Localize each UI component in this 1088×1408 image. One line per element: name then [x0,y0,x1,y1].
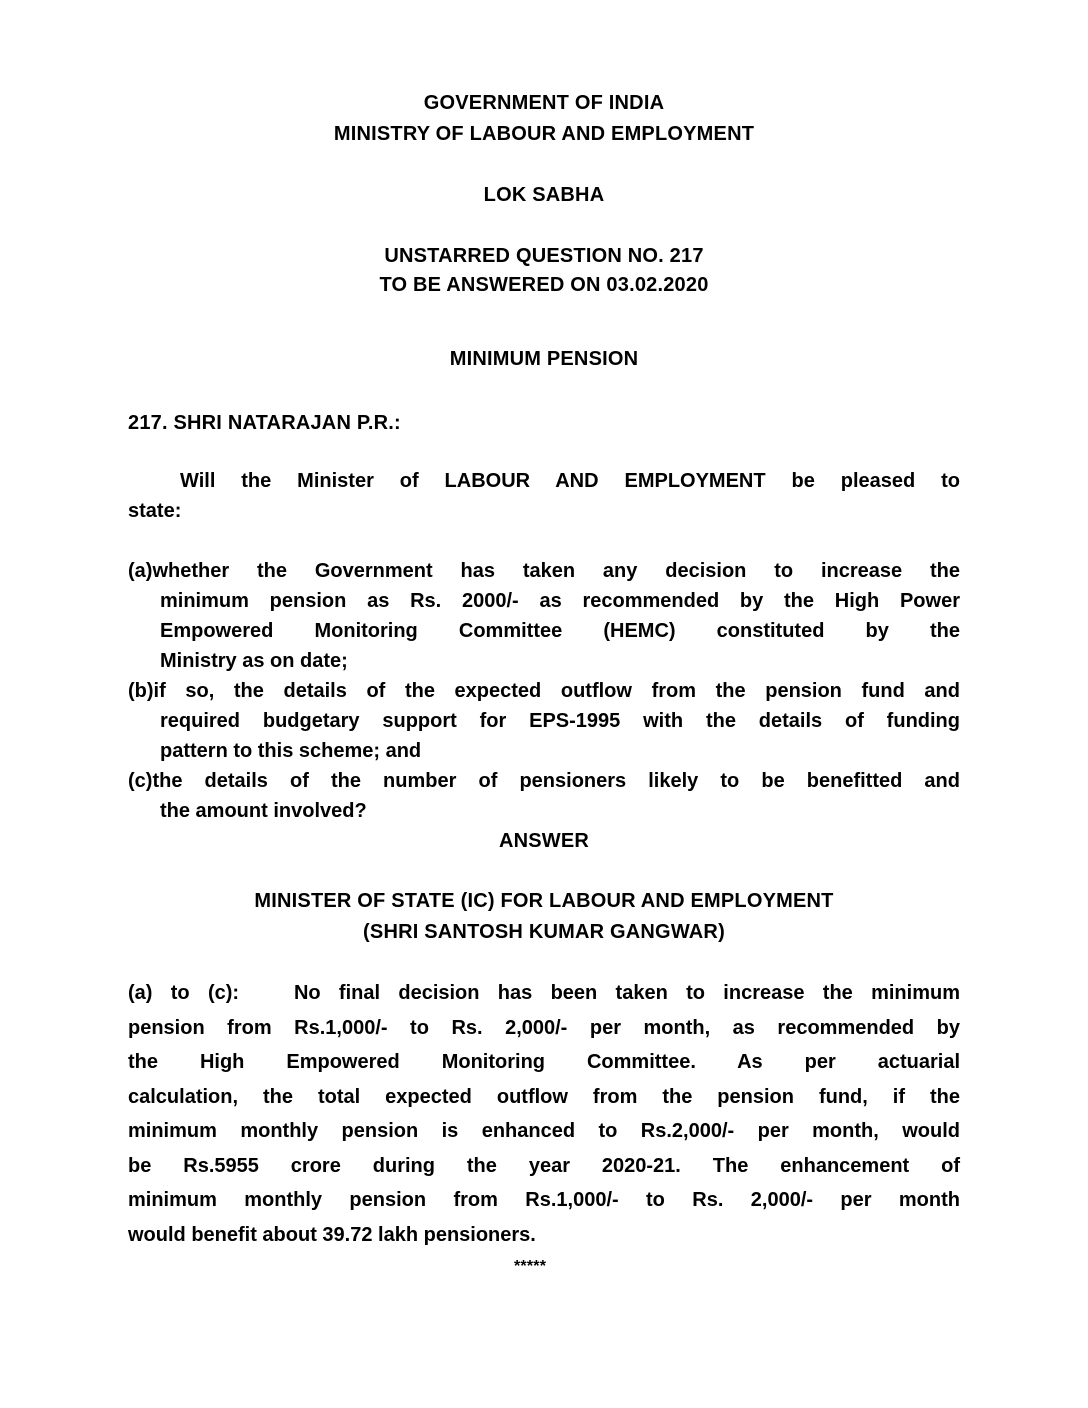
question-item-b [128,676,960,766]
answer-line: be Rs.5955 crore during the year 2020-21. The enhancement of [128,1154,960,1177]
minister-title: MINISTER OF STATE (IC) FOR LABOUR AND EMPLOYMENT [254,890,834,912]
end-mark: ***** [514,1258,547,1275]
answer-line: the High Empowered Monitoring Committee. As per actuarial [128,1051,960,1073]
question-item-line: Empowered Monitoring Committee (HEMC) constituted by the [160,620,960,642]
answer-line: minimum monthly pension is enhanced to Rs.2,000/- per month, would [128,1120,960,1142]
member-name: 217. SHRI NATARAJAN P.R.: [128,412,401,434]
question-item-label: (a) [128,560,153,582]
answer-body [128,976,960,1252]
question-item-c [128,766,960,826]
question-item-a [128,556,960,676]
question-item-label: (b) [128,680,154,702]
answer-line: would benefit about 39.72 lakh pensioners. [128,1223,536,1246]
question-item-line: Ministry as on date; [160,650,348,672]
question-item-line: (c)the details of the number of pensioners likely to be benefitted and [128,770,960,792]
question-item-line: (a)whether the Government has taken any decision to increase the [128,560,960,582]
house-heading: LOK SABHA [483,184,605,206]
answer-line: minimum monthly pension from Rs.1,000/- to Rs. 2,000/- per month [128,1189,960,1211]
ministry-heading: MINISTRY OF LABOUR AND EMPLOYMENT [333,123,755,145]
question-item-label: (c) [128,770,153,792]
answer-line: calculation, the total expected outflow from the pension fund, if the [128,1085,960,1108]
question-item-line: required budgetary support for EPS-1995 with the details of funding [160,710,960,732]
question-item-line: pattern to this scheme; and [160,740,422,762]
question-item-line: (b)if so, the details of the expected outflow from the pension fund and [128,680,960,702]
answer-heading: ANSWER [498,830,590,852]
question-intro [128,466,960,526]
question-item-line: the amount involved? [160,800,367,822]
question-item-line: minimum pension as Rs. 2000/- as recommended by the High Power [160,590,960,612]
government-heading: GOVERNMENT OF INDIA [423,92,665,114]
question-intro-line: Will the Minister of LABOUR AND EMPLOYMENT be pleased to [180,470,960,492]
minister-name: (SHRI SANTOSH KUMAR GANGWAR) [363,921,725,943]
answer-date: TO BE ANSWERED ON 03.02.2020 [379,274,709,296]
subject-heading: MINIMUM PENSION [449,348,639,370]
answer-line: pension from Rs.1,000/- to Rs. 2,000/- per month, as recommended by [128,1016,960,1039]
question-number: UNSTARRED QUESTION NO. 217 [384,245,704,267]
answer-line: (a) to (c): No final decision has been taken to increase the minimum [128,982,960,1004]
question-intro-line: state: [128,500,182,522]
